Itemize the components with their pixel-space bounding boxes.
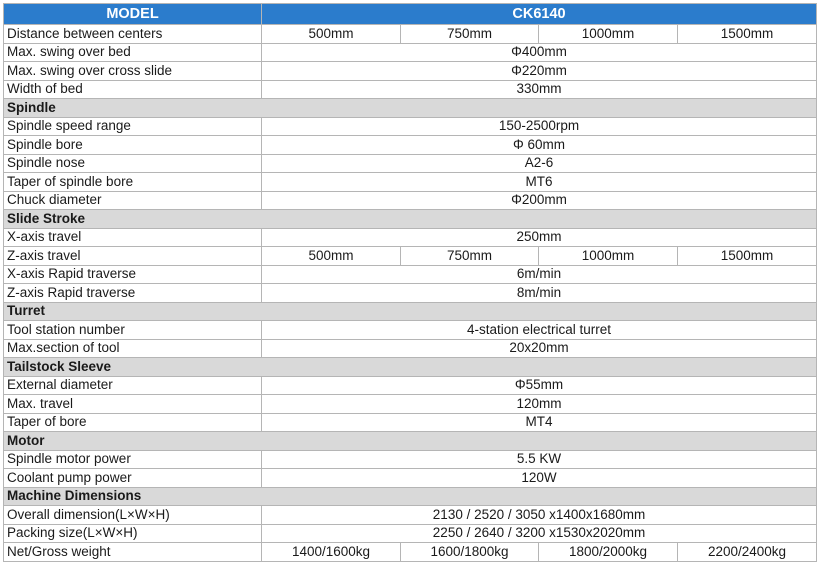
row-value: 120mm [262, 395, 817, 414]
row-label: Taper of bore [4, 413, 262, 432]
table-row [4, 339, 817, 358]
row-value: 20x20mm [262, 339, 817, 358]
row-value: 1400/1600kg [262, 543, 401, 562]
row-label: Z-axis Rapid traverse [4, 284, 262, 303]
row-value: MT4 [262, 413, 817, 432]
section-row [4, 358, 817, 377]
row-value: Φ220mm [262, 62, 817, 81]
row-label: Spindle speed range [4, 117, 262, 136]
section-title-spindle: Spindle [4, 99, 817, 118]
table-row [4, 173, 817, 192]
table-row [4, 265, 817, 284]
row-label: Max.section of tool [4, 339, 262, 358]
row-value: 1500mm [678, 25, 817, 44]
table-row [4, 117, 817, 136]
row-label: Taper of spindle bore [4, 173, 262, 192]
table-row [4, 284, 817, 303]
table-row [4, 43, 817, 62]
row-value: 1000mm [539, 25, 678, 44]
table-row [4, 191, 817, 210]
section-title-dimensions: Machine Dimensions [4, 487, 817, 506]
table-row [4, 321, 817, 340]
table-row [4, 450, 817, 469]
table-row [4, 395, 817, 414]
row-value: 5.5 KW [262, 450, 817, 469]
row-label: Max. travel [4, 395, 262, 414]
row-value: 250mm [262, 228, 817, 247]
table-row [4, 62, 817, 81]
row-value: 120W [262, 469, 817, 488]
table-row [4, 80, 817, 99]
model-value: CK6140 [262, 4, 817, 25]
row-label: Tool station number [4, 321, 262, 340]
section-title-slide-stroke: Slide Stroke [4, 210, 817, 229]
model-label: MODEL [4, 4, 262, 25]
table-row [4, 543, 817, 562]
row-value: 2250 / 2640 / 3200 x1530x2020mm [262, 524, 817, 543]
row-value: 8m/min [262, 284, 817, 303]
row-value: Φ 60mm [262, 136, 817, 155]
row-value: MT6 [262, 173, 817, 192]
section-row [4, 432, 817, 451]
section-title-motor: Motor [4, 432, 817, 451]
table-row [4, 376, 817, 395]
row-value: 2200/2400kg [678, 543, 817, 562]
row-value: 6m/min [262, 265, 817, 284]
table-row [4, 524, 817, 543]
row-value: 1800/2000kg [539, 543, 678, 562]
table-row [4, 25, 817, 44]
row-label: Net/Gross weight [4, 543, 262, 562]
section-row [4, 99, 817, 118]
row-label: Chuck diameter [4, 191, 262, 210]
table-row [4, 154, 817, 173]
row-label: Overall dimension(L×W×H) [4, 506, 262, 525]
section-row [4, 302, 817, 321]
row-label: Width of bed [4, 80, 262, 99]
row-value: 330mm [262, 80, 817, 99]
table-row [4, 506, 817, 525]
row-value: 150-2500rpm [262, 117, 817, 136]
row-label: X-axis Rapid traverse [4, 265, 262, 284]
table-row [4, 469, 817, 488]
row-label: Spindle bore [4, 136, 262, 155]
row-label: Packing size(L×W×H) [4, 524, 262, 543]
table-row [4, 413, 817, 432]
row-label: X-axis travel [4, 228, 262, 247]
row-label: Coolant pump power [4, 469, 262, 488]
section-title-tailstock: Tailstock Sleeve [4, 358, 817, 377]
section-row [4, 487, 817, 506]
row-value: Φ400mm [262, 43, 817, 62]
row-value: 750mm [401, 25, 539, 44]
section-row [4, 210, 817, 229]
row-value: 1600/1800kg [401, 543, 539, 562]
row-label: Max. swing over cross slide [4, 62, 262, 81]
row-value: Φ200mm [262, 191, 817, 210]
row-label: Z-axis travel [4, 247, 262, 266]
row-label: External diameter [4, 376, 262, 395]
row-label: Spindle nose [4, 154, 262, 173]
table-row [4, 136, 817, 155]
section-title-turret: Turret [4, 302, 817, 321]
header-row [4, 4, 817, 25]
table-row [4, 247, 817, 266]
row-label: Max. swing over bed [4, 43, 262, 62]
spec-table [3, 3, 817, 562]
row-label: Spindle motor power [4, 450, 262, 469]
row-value: 2130 / 2520 / 3050 x1400x1680mm [262, 506, 817, 525]
row-value: 500mm [262, 25, 401, 44]
table-row [4, 228, 817, 247]
row-label: Distance between centers [4, 25, 262, 44]
row-value: 750mm [401, 247, 539, 266]
row-value: Φ55mm [262, 376, 817, 395]
row-value: 4-station electrical turret [262, 321, 817, 340]
row-value: A2-6 [262, 154, 817, 173]
row-value: 1000mm [539, 247, 678, 266]
row-value: 500mm [262, 247, 401, 266]
row-value: 1500mm [678, 247, 817, 266]
